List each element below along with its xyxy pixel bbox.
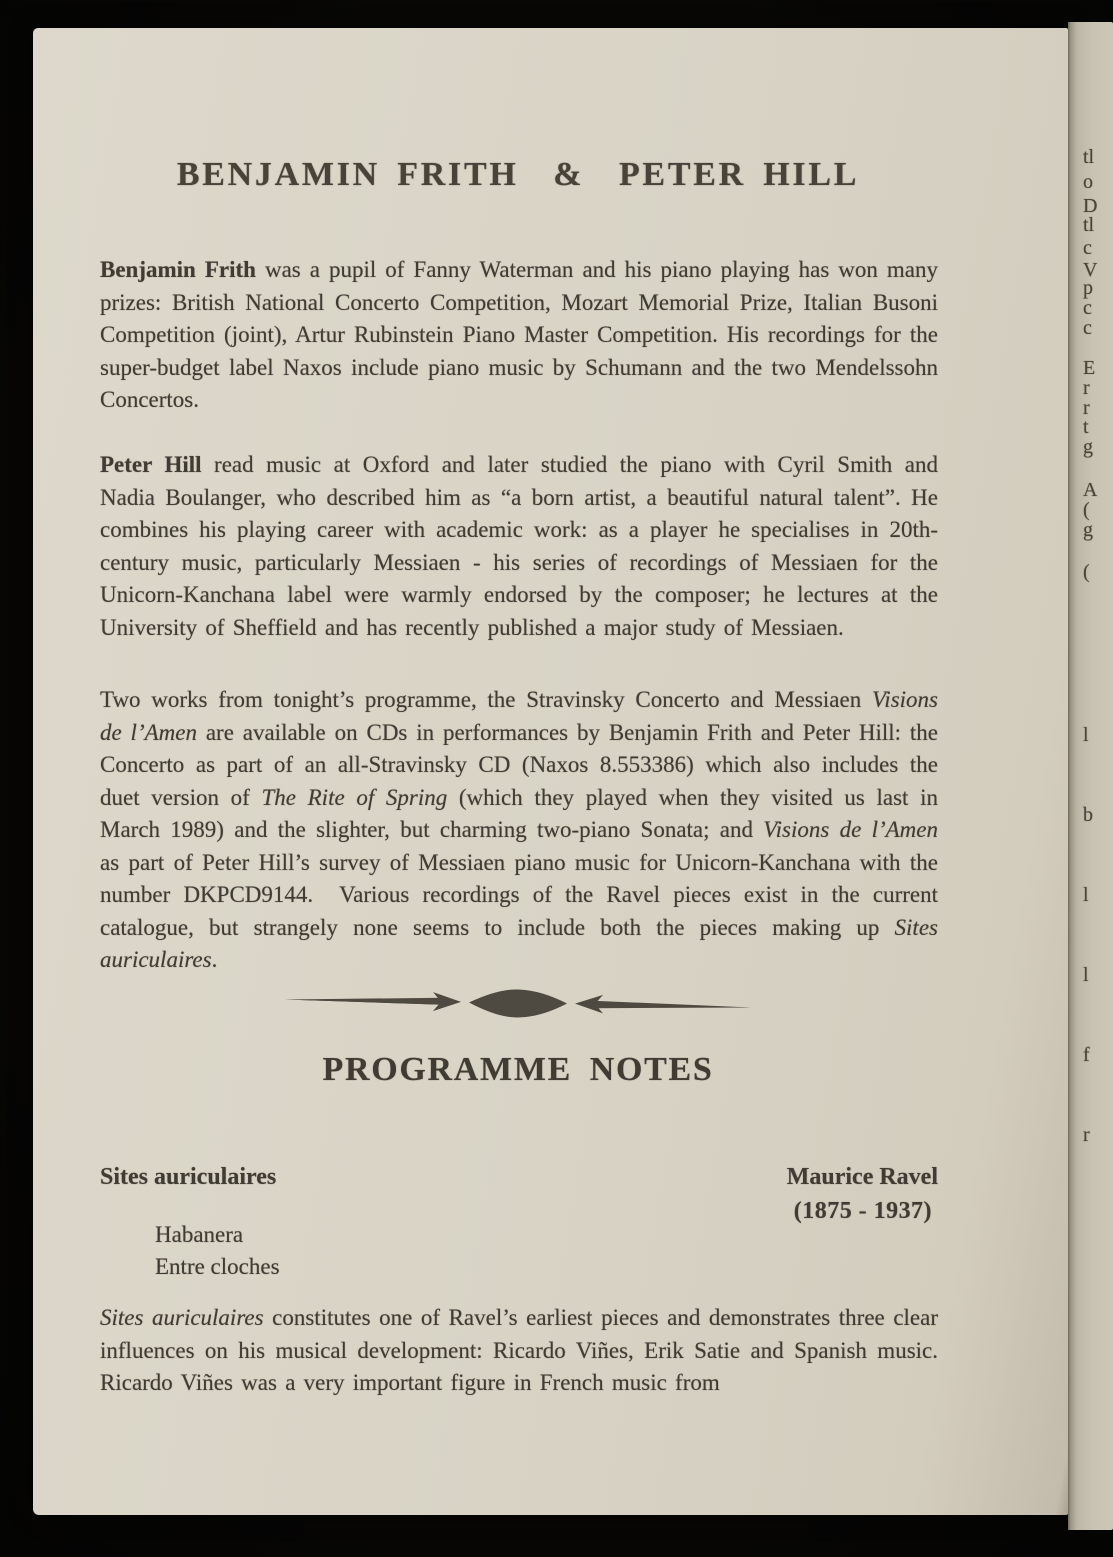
recordings-availability-note: Two works from tonight’s programme, the Stravinsky Concerto and Messiaen Visions de l’Amen are available on CDs in performances by Benjamin Frith and Peter Hill: the Concerto as part of an all-Stravinsky CD (Naxos 8.553386) which also includes the duet version of The Rite of Spring (which they played when they visited us last in March 1989) and the slighter, but charming two-piano Sonata; and Visions de l’Amen as part of Peter Hill’s survey of Messiaen piano music for Unicorn-Kanchana with the number DKPCD9144. Various recordings of the Ravel pieces exist in the current catalogue, but strangely none seems to include both the pieces making up Sites auriculaires.	[100, 687, 947, 972]
work-programme-note: Sites auriculaires constitutes one of Ravel’s earliest pieces and demonstrates three clear influences on his musical development: Ricardo Viñes, Erik Satie and Spanish music. Ricardo Viñes was a very important figure in French music from	[100, 1305, 955, 1395]
facing-page-edge	[1068, 22, 1113, 1530]
bio-benjamin-frith: Benjamin Frith was a pupil of Fanny Waterman and his piano playing has won many prizes: British National Concerto Competition, Mozart Memorial Prize, Italian Busoni Competition (joint), Artur Rubinstein Piano Master Competition. His recordings for the super-budget label Naxos include piano music by Schumann and the two Mendelssohn Concertos.	[100, 257, 947, 412]
clipped-text-fragment: c	[1083, 317, 1092, 339]
clipped-text-fragment: tl	[1083, 214, 1095, 236]
clipped-text-fragment: l	[1083, 724, 1089, 746]
movement-entre-cloches: Entre cloches	[155, 1254, 280, 1279]
clipped-text-fragment: r	[1083, 1124, 1090, 1146]
clipped-text-fragment: l	[1083, 964, 1089, 986]
movement-habanera: Habanera	[155, 1222, 244, 1247]
clipped-text-fragment: c	[1083, 237, 1092, 259]
clipped-text-fragment: f	[1083, 1044, 1090, 1066]
section-heading: PROGRAMME NOTES	[322, 1051, 714, 1088]
work-header-row	[100, 1164, 938, 1191]
divider-flourish-icon	[283, 985, 753, 1025]
clipped-text-fragment: l	[1083, 884, 1089, 906]
composer-dates: (1875 - 1937)	[793, 1198, 932, 1224]
clipped-text-fragment: r	[1083, 377, 1090, 399]
clipped-text-fragment: (	[1083, 561, 1090, 583]
clipped-text-fragment: V	[1083, 259, 1098, 281]
clipped-text-fragment: p	[1083, 277, 1093, 299]
clipped-text-fragment: t	[1083, 416, 1089, 438]
clipped-text-fragment: r	[1083, 397, 1090, 419]
work-title: Sites auriculaires	[100, 1164, 277, 1190]
clipped-text-fragment: b	[1083, 804, 1093, 826]
clipped-text-fragment: g	[1083, 519, 1093, 541]
clipped-text-fragment: E	[1083, 357, 1096, 379]
clipped-text-fragment: o	[1083, 171, 1093, 193]
clipped-text-fragment: A	[1083, 479, 1098, 501]
composer-name: Maurice Ravel	[786, 1164, 938, 1190]
clipped-text-fragment: (	[1083, 499, 1090, 521]
clipped-text-fragment: tl	[1083, 146, 1095, 168]
page-title: BENJAMIN FRITH & PETER HILL	[176, 156, 860, 193]
clipped-text-fragment: g	[1083, 436, 1093, 458]
programme-page	[33, 28, 1068, 1515]
clipped-text-fragment: c	[1083, 297, 1092, 319]
bio-peter-hill: Peter Hill read music at Oxford and later studied the piano with Cyril Smith and Nadia Boulanger, who described him as “a born artist, a beautiful natural talent”. He combines his playing career with academic work: as a player he specialises in 20th-century music, particularly Messiaen - his series of recordings of Messiaen for the Unicorn-Kanchana label were warmly endorsed by the composer; he lectures at the University of Sheffield and has recently published a major study of Messiaen.	[100, 452, 947, 640]
clipped-text-fragment: D	[1083, 195, 1098, 217]
